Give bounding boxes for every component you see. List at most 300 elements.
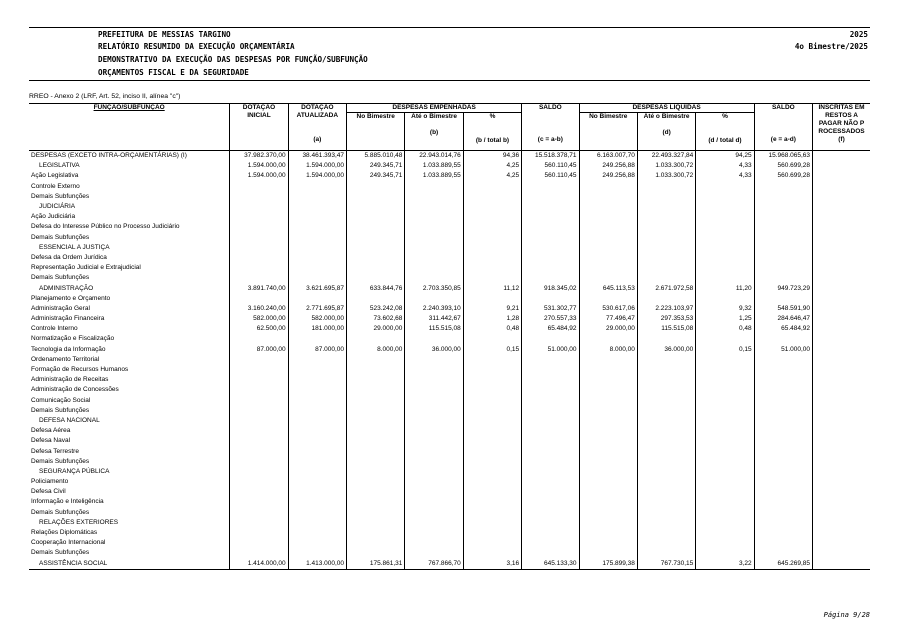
- row-value: [288, 396, 346, 406]
- row-value: [230, 406, 288, 416]
- row-value: 8.000,00: [347, 345, 405, 355]
- row-label: Defesa Naval: [31, 437, 71, 445]
- row-value: [813, 233, 870, 243]
- row-value: 9,21: [463, 304, 521, 314]
- row-value: [754, 263, 812, 273]
- row-value: [579, 416, 637, 426]
- row-value: 3.621.695,87: [288, 283, 346, 293]
- row-value: [637, 416, 695, 426]
- row-label: Demais Subfunções: [31, 233, 90, 241]
- row-value: 3.891.740,00: [230, 283, 288, 293]
- row-value: 767.730,15: [637, 559, 695, 570]
- row-value: [522, 182, 579, 192]
- table-body: [29, 151, 870, 570]
- row-value: [696, 436, 754, 446]
- row-value: [463, 467, 521, 477]
- row-value: [696, 497, 754, 507]
- row-value: [579, 508, 637, 518]
- row-value: 62.500,00: [230, 324, 288, 334]
- row-value: [522, 222, 579, 232]
- table-row: [29, 355, 870, 365]
- row-value: 6.163.007,70: [579, 151, 637, 162]
- row-value: [347, 457, 405, 467]
- row-value: 29.000,00: [579, 324, 637, 334]
- row-value: 94,36: [463, 151, 521, 162]
- col-emp-ate-bimestre: Até o Bimestre (b): [405, 113, 463, 151]
- row-value: [230, 182, 288, 192]
- row-value: [696, 355, 754, 365]
- row-value: [522, 436, 579, 446]
- row-value: [579, 365, 637, 375]
- row-value: [579, 446, 637, 456]
- table-row: [29, 446, 870, 456]
- row-value: [813, 324, 870, 334]
- row-value: [696, 243, 754, 253]
- row-value: [230, 416, 288, 426]
- row-value: [696, 182, 754, 192]
- row-value: [230, 436, 288, 446]
- row-label: Demais Subfunções: [31, 457, 90, 465]
- row-label: Ação Legislativa: [31, 172, 79, 180]
- row-value: [230, 477, 288, 487]
- row-value: [696, 263, 754, 273]
- row-value: [813, 375, 870, 385]
- row-value: [813, 518, 870, 528]
- row-value: [347, 416, 405, 426]
- row-value: [405, 192, 463, 202]
- table-row: [29, 151, 870, 162]
- row-value: [522, 212, 579, 222]
- row-value: 11,12: [463, 283, 521, 293]
- row-value: [463, 334, 521, 344]
- row-value: [405, 528, 463, 538]
- row-value: [813, 467, 870, 477]
- row-value: 1.033.300,72: [637, 171, 695, 181]
- row-label: Defesa do Interesse Público no Processo Judiciário: [31, 223, 180, 231]
- row-value: [813, 243, 870, 253]
- top-rule: [29, 27, 870, 28]
- row-value: [637, 233, 695, 243]
- row-value: [754, 446, 812, 456]
- header-rule: [29, 80, 870, 81]
- row-value: 530.617,06: [579, 304, 637, 314]
- row-value: [405, 446, 463, 456]
- row-value: [637, 436, 695, 446]
- row-value: [637, 548, 695, 558]
- row-value: [754, 477, 812, 487]
- row-value: [696, 518, 754, 528]
- row-value: 311.442,67: [405, 314, 463, 324]
- row-value: [230, 263, 288, 273]
- row-value: [754, 253, 812, 263]
- row-value: [522, 497, 579, 507]
- row-label: Defesa Terrestre: [31, 447, 79, 455]
- table-row: [29, 538, 870, 548]
- row-value: 4,33: [696, 161, 754, 171]
- row-value: [813, 202, 870, 212]
- row-value: [288, 263, 346, 273]
- table-row: [29, 294, 870, 304]
- row-value: 1.594.000,00: [230, 161, 288, 171]
- row-value: 2.771.695,87: [288, 304, 346, 314]
- row-value: [522, 253, 579, 263]
- row-value: [463, 202, 521, 212]
- row-value: [288, 426, 346, 436]
- row-value: [405, 212, 463, 222]
- row-value: [405, 416, 463, 426]
- row-value: 15.968.065,63: [754, 151, 812, 162]
- table-row: [29, 212, 870, 222]
- row-value: [347, 518, 405, 528]
- row-value: [579, 426, 637, 436]
- row-value: [813, 182, 870, 192]
- row-value: 249.345,71: [347, 171, 405, 181]
- row-value: [405, 477, 463, 487]
- row-value: [405, 406, 463, 416]
- row-value: 645.113,53: [579, 283, 637, 293]
- row-value: [522, 233, 579, 243]
- row-value: [230, 202, 288, 212]
- row-value: [696, 294, 754, 304]
- table-row: [29, 518, 870, 528]
- row-value: 284.646,47: [754, 314, 812, 324]
- row-value: 645.133,30: [522, 559, 579, 570]
- row-value: [637, 467, 695, 477]
- row-value: [813, 406, 870, 416]
- row-value: 181.000,00: [288, 324, 346, 334]
- row-value: [754, 467, 812, 477]
- row-value: [405, 385, 463, 395]
- row-value: [696, 253, 754, 263]
- row-value: [230, 548, 288, 558]
- row-value: [405, 396, 463, 406]
- row-value: 0,15: [463, 345, 521, 355]
- row-value: [579, 222, 637, 232]
- row-value: [696, 273, 754, 283]
- row-value: 1,28: [463, 314, 521, 324]
- row-value: [579, 273, 637, 283]
- row-value: [347, 212, 405, 222]
- row-value: 1.033.300,72: [637, 161, 695, 171]
- row-value: 560.699,28: [754, 171, 812, 181]
- table-row: [29, 508, 870, 518]
- row-value: [405, 182, 463, 192]
- row-value: 3,16: [463, 559, 521, 570]
- row-value: [813, 355, 870, 365]
- row-value: [230, 518, 288, 528]
- row-value: [463, 497, 521, 507]
- row-value: [288, 355, 346, 365]
- row-value: [637, 375, 695, 385]
- col-emp-percent: % (b / total b): [463, 113, 521, 151]
- row-value: 22.943.014,76: [405, 151, 463, 162]
- row-value: 4,25: [463, 171, 521, 181]
- table-row: [29, 304, 870, 314]
- row-value: [463, 233, 521, 243]
- row-label: Controle Interno: [31, 325, 78, 333]
- row-value: [754, 233, 812, 243]
- row-value: 2.671.972,58: [637, 283, 695, 293]
- row-value: [813, 436, 870, 446]
- row-value: [347, 294, 405, 304]
- table-row: [29, 396, 870, 406]
- row-value: [696, 202, 754, 212]
- row-value: [288, 457, 346, 467]
- row-value: [754, 497, 812, 507]
- row-value: [288, 253, 346, 263]
- row-value: [288, 497, 346, 507]
- annex-label: RREO - Anexo 2 (LRF, Art. 52, inciso II, alínea "c"): [29, 93, 181, 100]
- row-value: [463, 294, 521, 304]
- row-value: [522, 538, 579, 548]
- row-value: [754, 334, 812, 344]
- row-value: [637, 273, 695, 283]
- row-value: [579, 436, 637, 446]
- row-value: 949.723,29: [754, 283, 812, 293]
- row-value: [463, 528, 521, 538]
- row-value: 36.000,00: [405, 345, 463, 355]
- row-value: [637, 457, 695, 467]
- row-value: [696, 396, 754, 406]
- row-value: [813, 253, 870, 263]
- row-value: [637, 518, 695, 528]
- row-label: Informação e Inteligência: [31, 498, 104, 506]
- row-value: [405, 355, 463, 365]
- row-value: 73.602,68: [347, 314, 405, 324]
- row-value: [696, 233, 754, 243]
- row-value: [405, 375, 463, 385]
- row-label: Demais Subfunções: [31, 192, 90, 200]
- row-value: 297.353,53: [637, 314, 695, 324]
- row-label: ESSENCIAL A JUSTIÇA: [39, 243, 110, 251]
- row-value: [463, 222, 521, 232]
- row-value: [463, 253, 521, 263]
- row-value: [522, 457, 579, 467]
- row-value: [579, 518, 637, 528]
- row-value: [813, 538, 870, 548]
- row-value: [347, 508, 405, 518]
- row-value: 249.256,88: [579, 171, 637, 181]
- row-value: 270.557,33: [522, 314, 579, 324]
- row-value: [813, 345, 870, 355]
- row-value: [522, 416, 579, 426]
- row-label: Administração de Concessões: [31, 386, 119, 394]
- row-value: [522, 243, 579, 253]
- row-value: [579, 457, 637, 467]
- row-value: [405, 457, 463, 467]
- row-value: [463, 385, 521, 395]
- row-label: ASSISTÊNCIA SOCIAL: [29, 559, 230, 570]
- row-value: [347, 446, 405, 456]
- row-value: [579, 497, 637, 507]
- row-value: [230, 426, 288, 436]
- row-value: [405, 273, 463, 283]
- row-value: 918.345,02: [522, 283, 579, 293]
- table-row: [29, 243, 870, 253]
- row-value: [579, 243, 637, 253]
- row-value: [579, 253, 637, 263]
- row-value: 9,32: [696, 304, 754, 314]
- table-row: [29, 487, 870, 497]
- row-value: 5.885.010,48: [347, 151, 405, 162]
- row-value: [405, 233, 463, 243]
- row-value: [230, 222, 288, 232]
- row-value: 1.413.000,00: [288, 559, 346, 570]
- expense-table: [29, 103, 870, 570]
- row-value: [696, 467, 754, 477]
- row-label: LEGISLATIVA: [39, 162, 80, 170]
- row-value: [405, 294, 463, 304]
- row-value: [696, 508, 754, 518]
- row-value: 29.000,00: [347, 324, 405, 334]
- row-value: [637, 406, 695, 416]
- row-value: [696, 212, 754, 222]
- row-value: [463, 396, 521, 406]
- row-value: 1.594.000,00: [288, 161, 346, 171]
- row-label: Administração Geral: [31, 304, 90, 312]
- row-label: Demais Subfunções: [31, 274, 90, 282]
- table-row: [29, 497, 870, 507]
- row-value: [522, 375, 579, 385]
- row-value: [754, 416, 812, 426]
- row-value: [288, 233, 346, 243]
- row-value: [288, 202, 346, 212]
- row-value: [579, 294, 637, 304]
- col-saldo-c: SALDO (c = a-b): [522, 104, 579, 151]
- row-value: [405, 518, 463, 528]
- row-value: 87.000,00: [230, 345, 288, 355]
- row-value: [579, 212, 637, 222]
- row-value: [754, 375, 812, 385]
- row-value: [637, 477, 695, 487]
- row-value: [813, 446, 870, 456]
- row-value: [405, 202, 463, 212]
- row-value: [347, 253, 405, 263]
- row-value: [347, 406, 405, 416]
- row-value: [288, 182, 346, 192]
- row-value: 582.000,00: [288, 314, 346, 324]
- row-value: [463, 192, 521, 202]
- row-value: [579, 233, 637, 243]
- row-value: [288, 375, 346, 385]
- row-value: 1,25: [696, 314, 754, 324]
- row-value: [522, 508, 579, 518]
- row-value: 36.000,00: [637, 345, 695, 355]
- row-value: [813, 548, 870, 558]
- row-value: 37.982.370,00: [230, 151, 288, 162]
- row-value: [637, 202, 695, 212]
- row-value: [347, 192, 405, 202]
- row-label: Planejamento e Orçamento: [31, 294, 111, 302]
- row-value: [463, 508, 521, 518]
- row-value: [288, 477, 346, 487]
- table-row: [29, 406, 870, 416]
- row-value: [813, 212, 870, 222]
- row-value: 2.240.393,10: [405, 304, 463, 314]
- row-value: [288, 467, 346, 477]
- row-value: [696, 222, 754, 232]
- row-label: Relações Diplomáticas: [31, 529, 98, 537]
- row-value: [696, 528, 754, 538]
- row-value: [754, 182, 812, 192]
- row-value: [230, 273, 288, 283]
- row-value: [754, 243, 812, 253]
- row-value: [522, 446, 579, 456]
- row-value: [637, 253, 695, 263]
- row-value: [813, 161, 870, 171]
- row-value: [813, 477, 870, 487]
- row-label: Normatização e Fiscalização: [31, 335, 115, 343]
- row-value: [579, 385, 637, 395]
- row-value: [637, 508, 695, 518]
- row-value: [522, 192, 579, 202]
- row-value: [230, 396, 288, 406]
- col-liq-ate-bimestre: Até o Bimestre (d): [637, 113, 695, 151]
- row-value: [347, 355, 405, 365]
- row-value: [813, 334, 870, 344]
- row-value: [637, 487, 695, 497]
- row-value: [522, 385, 579, 395]
- row-value: [522, 477, 579, 487]
- row-value: [754, 487, 812, 497]
- group-despesas-liquidas: DESPESAS LIQUIDAS: [579, 104, 754, 113]
- row-value: 523.242,08: [347, 304, 405, 314]
- row-value: 94,25: [696, 151, 754, 162]
- row-value: [579, 487, 637, 497]
- row-value: [696, 446, 754, 456]
- row-value: [463, 477, 521, 487]
- row-value: [463, 457, 521, 467]
- row-value: [637, 243, 695, 253]
- row-value: 548.591,90: [754, 304, 812, 314]
- col-funcao-header: FUNÇÃO/SUBFUNÇÃO: [93, 104, 165, 111]
- row-value: [579, 192, 637, 202]
- row-value: [696, 385, 754, 395]
- row-label: Defesa da Ordem Jurídica: [31, 253, 107, 261]
- row-value: [754, 192, 812, 202]
- table-row: [29, 528, 870, 538]
- row-value: 22.493.327,84: [637, 151, 695, 162]
- row-value: [230, 487, 288, 497]
- row-value: [347, 375, 405, 385]
- row-value: [230, 355, 288, 365]
- row-value: [347, 334, 405, 344]
- row-value: [754, 548, 812, 558]
- row-value: [637, 538, 695, 548]
- row-value: [230, 446, 288, 456]
- table-row: [29, 233, 870, 243]
- row-value: [230, 385, 288, 395]
- row-label: Controle Externo: [31, 182, 80, 190]
- row-value: [288, 222, 346, 232]
- row-value: [696, 538, 754, 548]
- row-value: [288, 294, 346, 304]
- row-label: SEGURANÇA PÚBLICA: [39, 467, 110, 475]
- row-value: 767.866,70: [405, 559, 463, 570]
- row-value: [637, 355, 695, 365]
- row-value: [463, 518, 521, 528]
- table-row: [29, 436, 870, 446]
- row-value: 15.518.378,71: [522, 151, 579, 162]
- row-label: Defesa Aérea: [31, 427, 71, 435]
- table-row: [29, 161, 870, 171]
- row-value: [230, 538, 288, 548]
- row-value: [696, 426, 754, 436]
- row-value: [813, 192, 870, 202]
- row-value: [405, 365, 463, 375]
- row-value: 0,48: [463, 324, 521, 334]
- row-value: [463, 416, 521, 426]
